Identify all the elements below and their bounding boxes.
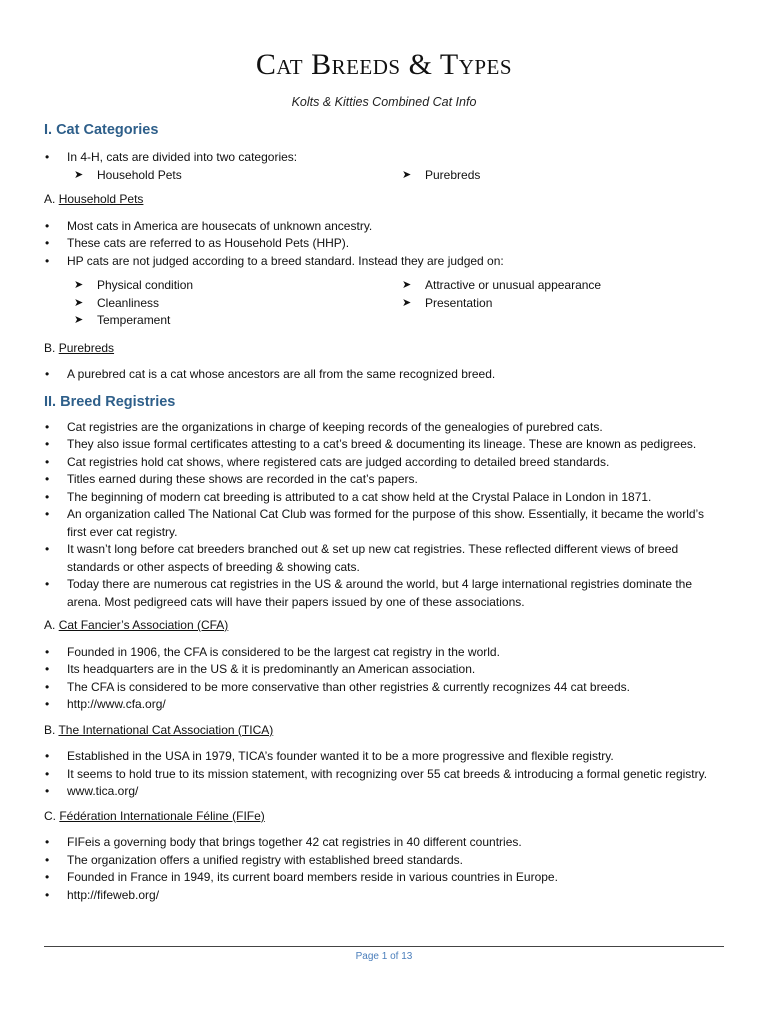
bullet-icon: • — [45, 870, 50, 884]
criteria-right — [372, 277, 700, 330]
cfa-link[interactable]: http://www.cfa.org/ — [67, 697, 166, 711]
bullet-list — [44, 834, 724, 904]
bullet-icon: • — [45, 852, 50, 867]
bullet-icon: • — [45, 679, 50, 694]
document-subtitle: Kolts & Kitties Combined Cat Info — [291, 95, 477, 109]
list-item: • In 4-H, cats are divided into two categories: — [44, 149, 724, 167]
bullet-icon: • — [45, 236, 50, 250]
arrow-bullet-icon: ➤ — [402, 279, 412, 291]
bullet-list — [44, 748, 724, 801]
list-item: • HP cats are not judged according to a breed standard. Instead they are judged on: — [44, 253, 724, 271]
bullet-icon: • — [45, 766, 50, 781]
bullet-icon: • — [45, 662, 50, 676]
section-heading-breed-registries: II. Breed Registries — [44, 393, 176, 410]
bullet-icon: • — [45, 644, 50, 659]
list-item: • The CFA is considered to be more conservative than other registries & currently recognizes 44 cat breeds. — [44, 679, 724, 697]
list-item: • FIFeis a governing body that brings together 42 cat registries in 40 different countries. — [44, 834, 724, 852]
list-item: • Cat registries hold cat shows, where registered cats are judged according to detailed breed standards. — [44, 454, 724, 472]
document-body — [44, 120, 724, 904]
arrow-bullet-icon: ➤ — [74, 168, 84, 181]
bullet-icon: • — [45, 542, 50, 556]
footer-divider — [44, 946, 724, 947]
bullet-icon: • — [45, 749, 50, 763]
bullet-list — [44, 218, 724, 271]
fife-link[interactable]: http://fifeweb.org/ — [67, 887, 160, 902]
bullet-list — [44, 419, 724, 612]
bullet-icon: • — [45, 784, 50, 798]
list-item: • The beginning of modern cat breeding is attributed to a cat show held at the Crystal Palace in London in 1871. — [44, 489, 724, 507]
list-item: ➤ Presentation — [372, 295, 700, 313]
arrow-bullet-icon: ➤ — [74, 296, 84, 309]
bullet-icon: • — [45, 887, 50, 902]
subheading-fife: C. Fédération Internationale Féline (FIFe) — [44, 808, 265, 823]
subheading-tica: B. The International Cat Association (TICA) — [44, 722, 274, 737]
bullet-icon: • — [45, 150, 50, 164]
list-item — [44, 887, 724, 905]
bullet-list — [44, 644, 724, 714]
bullet-icon: • — [45, 835, 50, 849]
bullet-icon: • — [45, 253, 50, 268]
list-item: • It seems to hold true to its mission statement, with recognizing over 55 cat breeds & introducing a formal genetic registry. — [44, 766, 724, 784]
criteria-left — [44, 277, 372, 330]
list-item: • It wasn’t long before cat breeders branched out & set up new cat registries. These reflected different views of breed standards or other aspects of breeding & showing cats. — [45, 542, 679, 574]
list-item: ➤ Physical condition — [44, 277, 372, 295]
section-heading-cat-categories: I. Cat Categories — [44, 122, 159, 138]
list-item: ➤ Cleanliness — [44, 295, 372, 313]
bullet-list — [44, 149, 724, 167]
arrow-bullet-icon: ➤ — [74, 314, 84, 326]
list-item: • Cat registries are the organizations in charge of keeping records of the genealogies of purebred cats. — [44, 419, 724, 437]
bullet-icon: • — [45, 454, 50, 469]
subheading-cfa: A. Cat Fancier’s Association (CFA) — [44, 618, 229, 632]
list-item: • A purebred cat is a cat whose ancestors are all from the same recognized breed. — [44, 366, 724, 384]
list-item: • Most cats in America are housecats of unknown ancestry. — [44, 218, 724, 236]
bullet-icon: • — [45, 507, 50, 521]
bullet-icon: • — [45, 218, 50, 233]
subheading-household-pets: A. Household Pets — [44, 192, 144, 206]
list-item: • Established in the USA in 1979, TICA’s founder wanted it to be a more progressive and flexible registry. — [44, 748, 724, 766]
list-item — [44, 783, 724, 801]
bullet-icon: • — [45, 489, 50, 504]
arrow-bullet-icon: ➤ — [402, 168, 412, 181]
page-number: Page 1 of 13 — [355, 951, 413, 962]
bullet-icon: • — [45, 367, 50, 381]
list-item: • Founded in France in 1949, its current board members reside in various countries in Europe. — [44, 869, 724, 887]
list-item — [44, 696, 724, 714]
list-item: ➤ Attractive or unusual appearance — [372, 277, 700, 295]
list-item: ➤ Purebreds — [372, 167, 700, 185]
tica-link[interactable]: www.tica.org/ — [67, 784, 139, 798]
subheading-purebreds: B. Purebreds — [44, 340, 115, 355]
bullet-icon: • — [45, 419, 50, 434]
list-item: • These cats are referred to as Household Pets (HHP). — [44, 235, 724, 253]
bullet-icon: • — [45, 697, 50, 711]
list-item: ➤ Household Pets — [44, 167, 372, 185]
category-columns — [44, 167, 724, 185]
arrow-bullet-icon: ➤ — [402, 296, 412, 309]
bullet-icon: • — [45, 472, 50, 486]
list-item: • Founded in 1906, the CFA is considered to be the largest cat registry in the world. — [44, 644, 724, 662]
list-item: • Its headquarters are in the US & it is predominantly an American association. — [44, 661, 724, 679]
list-item: • Today there are numerous cat registries in the US & around the world, but 4 large international registries dominate the arena. Most pedigreed cats will have their papers issued by one of these associations. — [45, 577, 693, 609]
judging-criteria-columns — [44, 277, 724, 330]
list-item: • An organization called The National Cat Club was formed for the purpose of this show. Essentially, it became the world’s first ever cat registry. — [45, 507, 705, 539]
bullet-icon: • — [45, 577, 50, 591]
list-item: • They also issue formal certificates attesting to a cat’s breed & documenting its lineage. These are known as pedigrees. — [44, 436, 724, 454]
list-item: • The organization offers a unified registry with established breed standards. — [44, 852, 724, 870]
document-page — [44, 0, 724, 1024]
bullet-icon: • — [45, 437, 50, 451]
bullet-list — [44, 366, 724, 384]
list-item: ➤ Temperament — [44, 312, 372, 330]
document-title: Cat Breeds & Types — [255, 48, 513, 81]
list-item: • Titles earned during these shows are recorded in the cat’s papers. — [44, 471, 724, 489]
arrow-bullet-icon: ➤ — [74, 279, 84, 291]
